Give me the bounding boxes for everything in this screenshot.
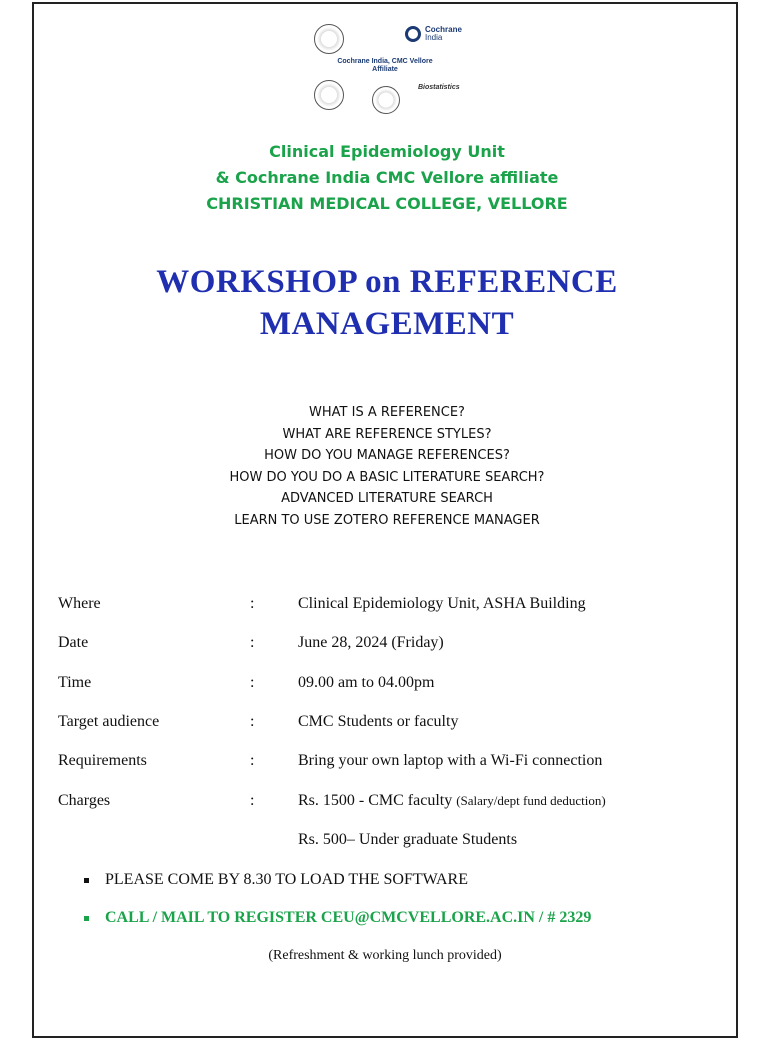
charges-amount: Rs. 1500 - CMC faculty (298, 792, 453, 809)
cochrane-logo (405, 26, 462, 42)
logo-cluster (300, 22, 480, 122)
topic-item: ADVANCED LITERATURE SEARCH (281, 491, 493, 506)
cochrane-sub: India (425, 33, 443, 42)
separator: : (250, 792, 255, 809)
affiliate-line1: Cochrane India, CMC Vellore (337, 58, 433, 65)
topics-list (32, 402, 742, 531)
time-value: 09.00 am to 04.00pm (298, 674, 435, 691)
charges-note: (Salary/dept fund deduction) (456, 793, 606, 808)
separator: : (250, 634, 255, 651)
charges-value (298, 792, 606, 810)
charges-label: Charges (58, 792, 111, 809)
cochrane-icon (405, 26, 421, 42)
bullet-come-early (84, 871, 468, 889)
header-line3: CHRISTIAN MEDICAL COLLEGE, VELLORE (206, 194, 568, 213)
register-text: CALL / MAIL TO REGISTER CEU@CMCVELLORE.AC.IN / # 2329 (105, 909, 592, 926)
separator: : (250, 752, 255, 769)
come-early-text: PLEASE COME BY 8.30 TO LOAD THE SOFTWARE (105, 871, 468, 888)
workshop-title-line2: MANAGEMENT (259, 306, 515, 342)
requirements-value: Bring your own laptop with a Wi-Fi connection (298, 752, 603, 769)
audience-label: Target audience (58, 713, 160, 730)
topic-item: LEARN TO USE ZOTERO REFERENCE MANAGER (234, 512, 540, 528)
topic-item: WHAT ARE REFERENCE STYLES? (282, 426, 492, 442)
topic-item: HOW DO YOU DO A BASIC LITERATURE SEARCH? (229, 469, 545, 485)
separator: : (250, 595, 255, 612)
bullet-icon (84, 916, 89, 921)
date-value: June 28, 2024 (Friday) (298, 634, 444, 651)
separator: : (250, 713, 255, 730)
header-line1: Clinical Epidemiology Unit (269, 142, 505, 161)
separator: : (250, 674, 255, 691)
ceu-seal-logo (372, 86, 400, 114)
topic-item: WHAT IS A REFERENCE? (309, 405, 465, 420)
cochrane-name: Cochrane (425, 25, 462, 34)
charges-value-2: Rs. 500– Under graduate Students (298, 831, 518, 848)
affiliate-caption (300, 58, 470, 74)
cmc-seal-logo (314, 24, 344, 54)
date-label: Date (58, 634, 89, 651)
where-label: Where (58, 595, 101, 612)
bullet-register (84, 909, 591, 927)
biostatistics-logo: Biostatistics (418, 84, 460, 91)
time-label: Time (58, 674, 92, 691)
topic-item: HOW DO YOU MANAGE REFERENCES? (264, 448, 510, 463)
affiliate-line2: Affiliate (372, 66, 398, 73)
refreshment-note: (Refreshment & working lunch provided) (268, 948, 502, 963)
workshop-title-line1: WORKSHOP on REFERENCE (156, 264, 618, 300)
header-line2: & Cochrane India CMC Vellore affiliate (215, 168, 559, 187)
bullet-icon (84, 878, 89, 883)
requirements-label: Requirements (58, 752, 147, 769)
cmc-seal-logo-2 (314, 80, 344, 110)
where-value: Clinical Epidemiology Unit, ASHA Building (298, 595, 586, 612)
audience-value: CMC Students or faculty (298, 713, 459, 730)
